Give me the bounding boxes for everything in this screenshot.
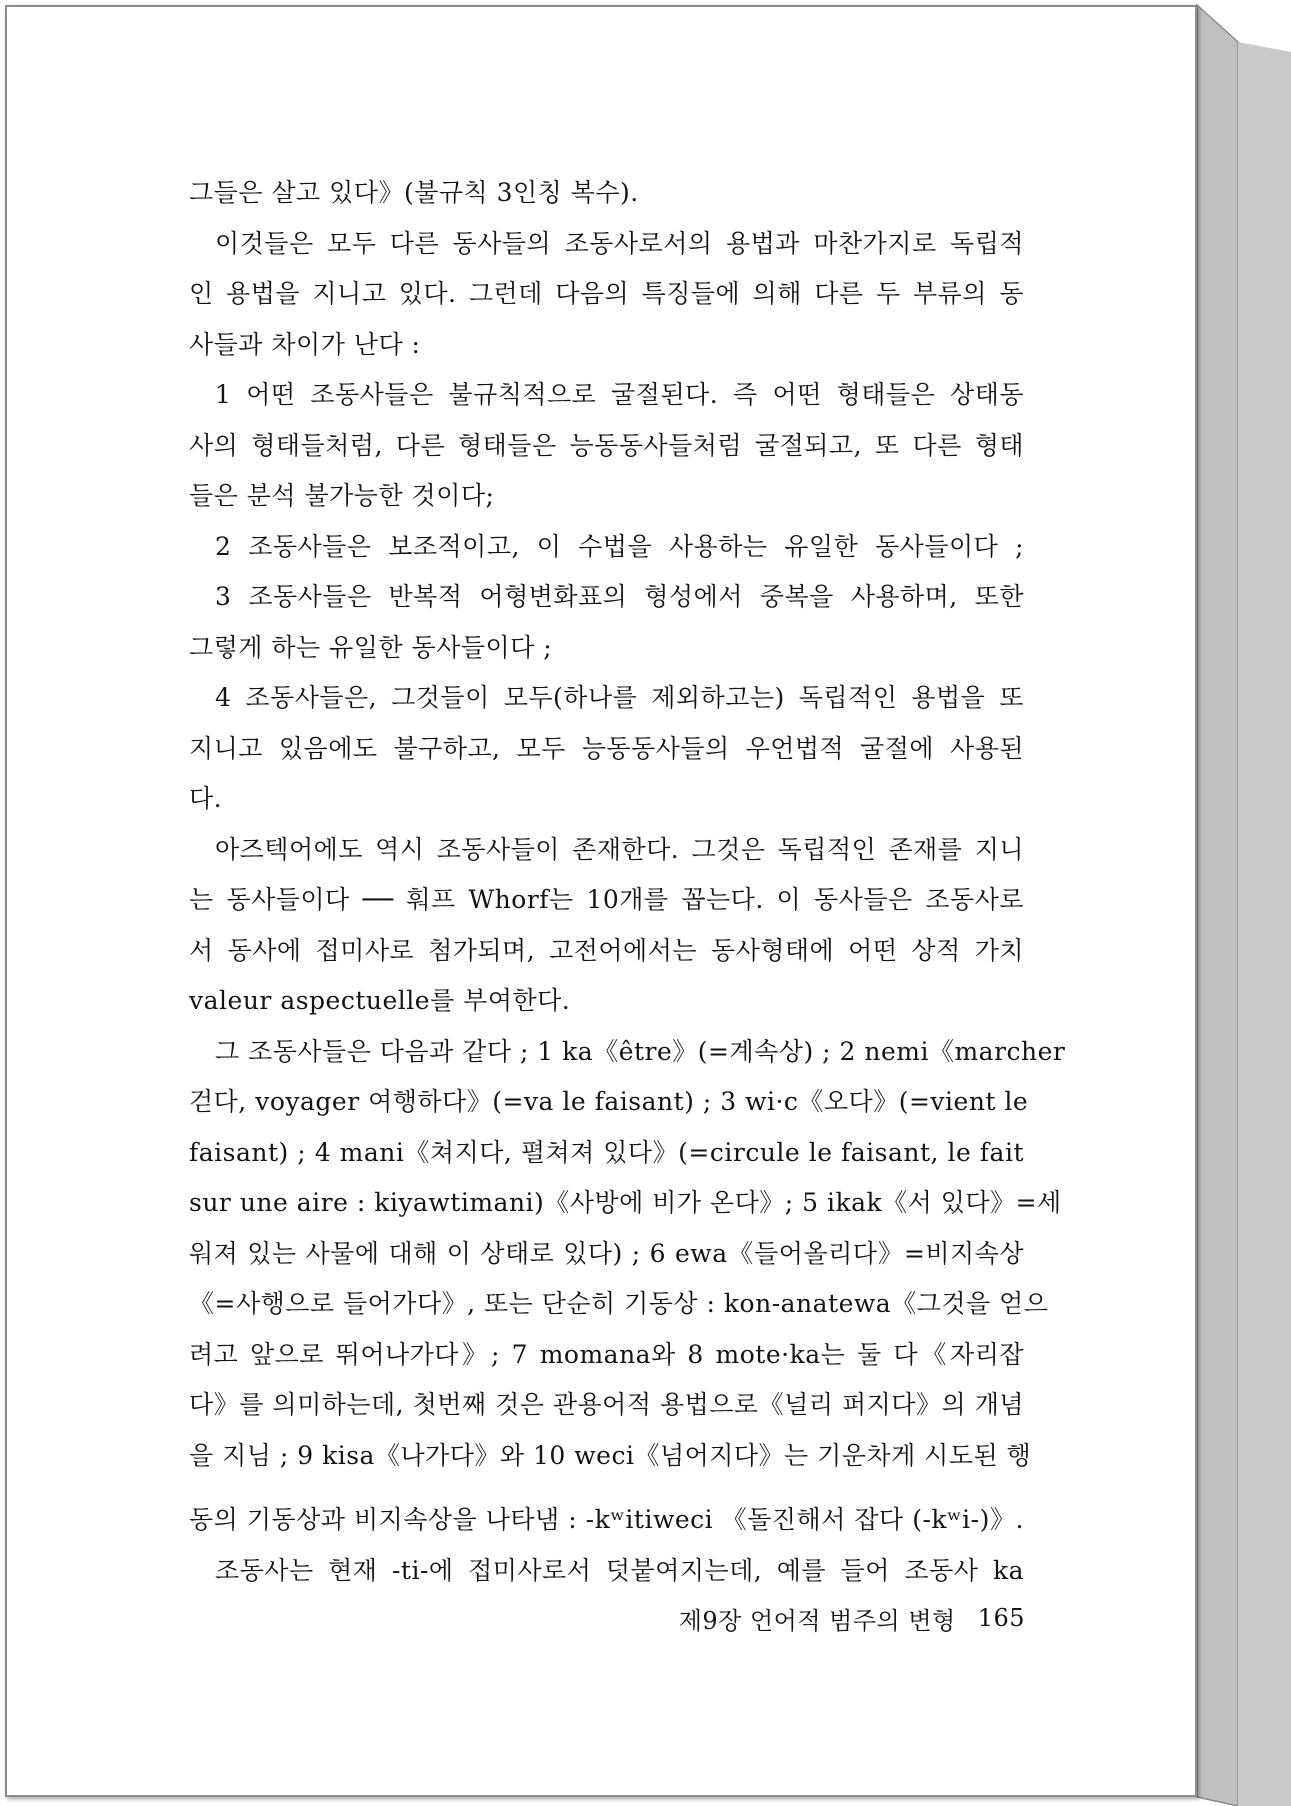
- text-line: 그 조동사들은 다음과 같다 ; 1 ka《être》(=계속상) ; 2 nemi《marcher: [215, 1036, 1066, 1066]
- text-line: sur une aire : kiyawtimani)《사방에 비가 온다》; 5 ikak《서 있다》=세: [189, 1188, 1062, 1217]
- text-line: 사들과 차이가 난다 :: [189, 329, 421, 359]
- text-line: 그렇게 하는 유일한 동사들이다 ;: [189, 632, 553, 662]
- text-line: 워져 있는 사물에 대해 이 상태로 있다) ; 6 ewa《들어올리다》=비지속상: [189, 1238, 1024, 1268]
- text-line: 3 조동사들은 반복적 어형변화표의 형성에서 중복을 사용하며, 또한: [215, 582, 1024, 611]
- text-line: 아즈텍어에도 역시 조동사들이 존재한다. 그것은 독립적인 존재를 지니: [215, 834, 1024, 864]
- line-gap: [189, 1481, 1024, 1495]
- chapter-title: 제9장 언어적 범주의 변형: [678, 1606, 956, 1635]
- text-line: 사의 형태들처럼, 다른 형태들은 능동동사들처럼 굴절되고, 또 다른 형태: [189, 430, 1024, 460]
- running-footer: [640, 1598, 1025, 1638]
- text-line: 동의 기동상과 비지속상을 나타냄 : -kʷitiweci 《돌진해서 잡다 (-kʷi-)》.: [189, 1505, 1024, 1534]
- text-line: valeur aspectuelle를 부여한다.: [189, 986, 571, 1015]
- text-line: 1 어떤 조동사들은 불규칙적으로 굴절된다. 즉 어떤 형태들은 상태동: [215, 380, 1024, 409]
- text-line: 다》를 의미하는데, 첫번째 것은 관용어적 용법으로《널리 퍼지다》의 개념: [189, 1390, 1024, 1419]
- body-text: [189, 168, 1066, 1596]
- text-line: 는 동사들이다 ── 훠프 Whorf는 10개를 꼽는다. 이 동사들은 조동사로: [189, 885, 1024, 914]
- text-line: faisant) ; 4 mani《쳐지다, 펼쳐져 있다》(=circule le faisant, le fait: [189, 1137, 1024, 1167]
- text-line: 들은 분석 불가능한 것이다;: [189, 481, 495, 510]
- text-line: 4 조동사들은, 그것들이 모두(하나를 제외하고는) 독립적인 용법을 또: [215, 683, 1024, 712]
- text-line: 조동사는 현재 -ti-에 접미사로서 덧붙여지는데, 예를 들어 조동사 ka: [215, 1555, 1024, 1585]
- text-line: 다.: [189, 784, 223, 813]
- page-number: 165: [977, 1604, 1025, 1632]
- text-line: 지니고 있음에도 불구하고, 모두 능동동사들의 우언법적 굴절에 사용된: [189, 733, 1024, 763]
- text-line: 이것들은 모두 다른 동사들의 조동사로서의 용법과 마찬가지로 독립적: [215, 228, 1024, 258]
- text-line: 서 동사에 접미사로 첨가되며, 고전어에서는 동사형태에 어떤 상적 가치: [189, 935, 1024, 965]
- text-line: 그들은 살고 있다》(불규칙 3인칭 복수).: [189, 178, 639, 207]
- text-line: 2 조동사들은 보조적이고, 이 수법을 사용하는 유일한 동사들이다 ;: [215, 531, 1024, 561]
- text-line: 걷다, voyager 여행하다》(=va le faisant) ; 3 wi·c《오다》(=vient le: [189, 1087, 1029, 1116]
- text-line: 《=사행으로 들어가다》, 또는 단순히 기동상 : kon-anatewa《그것을 얻으: [189, 1289, 1049, 1318]
- text-line: 을 지님 ; 9 kisa《나가다》와 10 weci《넘어지다》는 기운차게 시도된 행: [189, 1440, 1032, 1470]
- text-line: 인 용법을 지니고 있다. 그런데 다음의 특징들에 의해 다른 두 부류의 동: [189, 279, 1024, 308]
- text-line: 려고 앞으로 뛰어나가다》; 7 momana와 8 mote·ka는 둘 다《자리잡: [189, 1339, 1024, 1369]
